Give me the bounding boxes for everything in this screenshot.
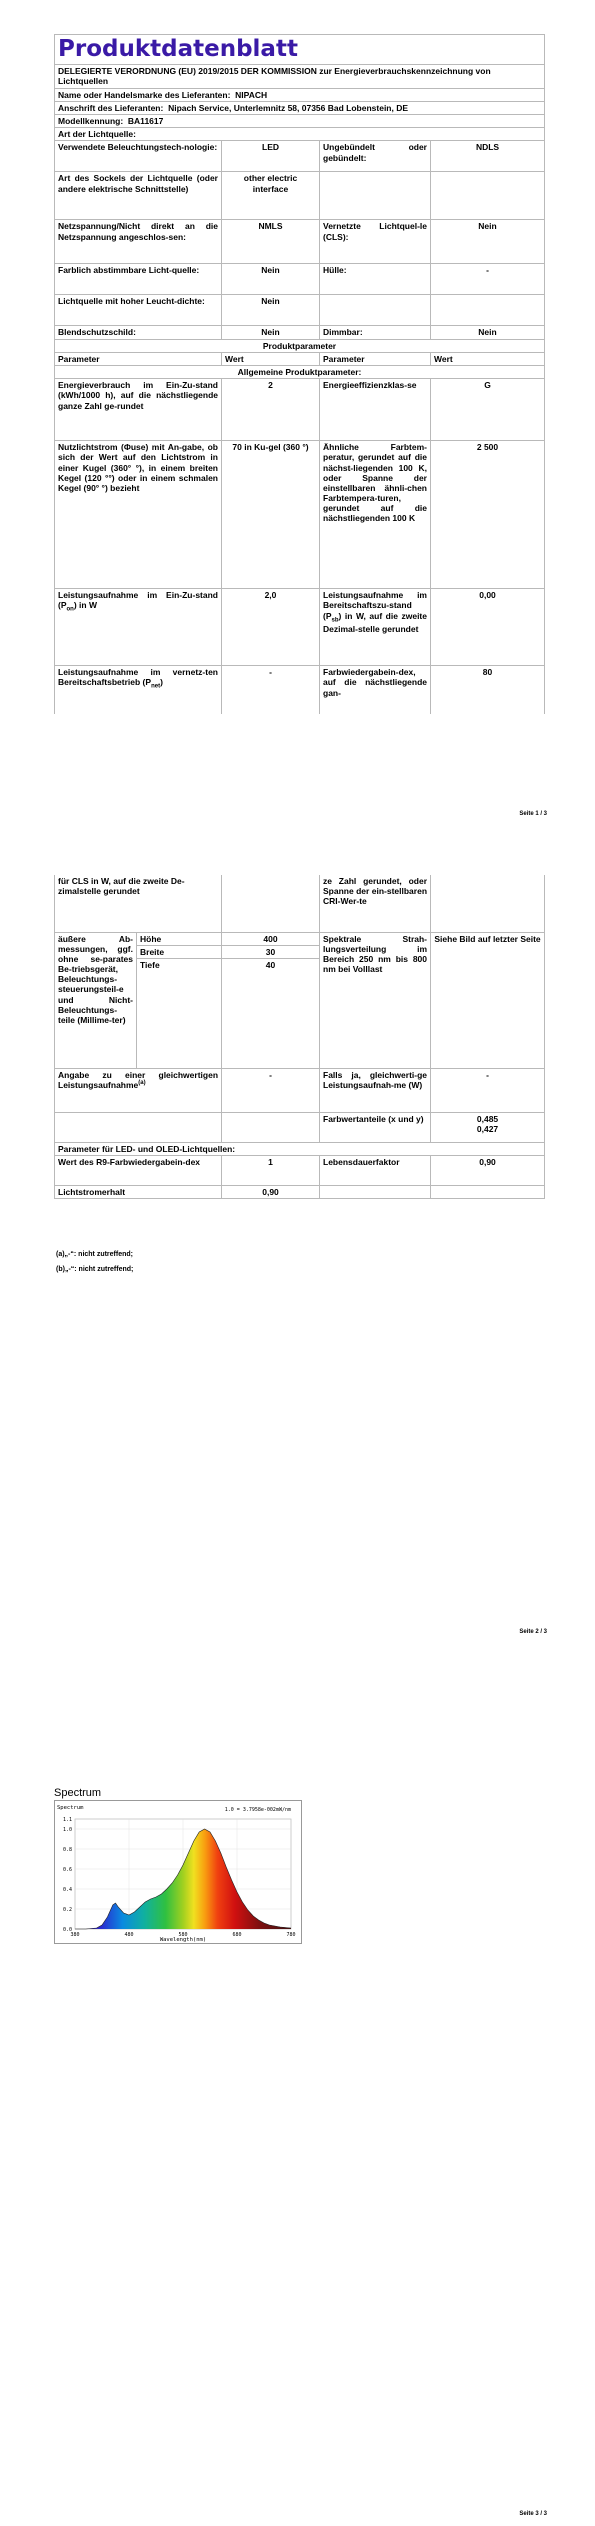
- efficiency-class-value: G: [431, 379, 545, 441]
- legend-text: 1.0 = 3.7958e-002mW/nm: [224, 1807, 291, 1813]
- dim-name: Tiefe: [137, 958, 222, 971]
- type-row-label: Netzspannung/Nicht direkt an die Netzspannung angeschlos-sen:: [55, 220, 222, 264]
- cct-value: 2 500: [431, 441, 545, 589]
- type-row-label: Farblich abstimmbare Licht-quelle:: [55, 264, 222, 295]
- power-on-value: 2,0: [222, 589, 320, 666]
- type-row-value: Nein: [222, 295, 320, 326]
- power-net-sub: net: [151, 684, 161, 691]
- y-tick-label: 0.6: [62, 1866, 72, 1873]
- type-row-label: Dimmbar:: [320, 326, 431, 339]
- spectral-value: Siehe Bild auf letzter Seite: [431, 932, 545, 1068]
- power-on-label: [55, 589, 222, 666]
- r9-label: Wert des R9-Farbwiedergabein-dex: [55, 1156, 222, 1186]
- energy-value: 2: [222, 379, 320, 441]
- equivalent-text: Angabe zu einer gleichwertigen Leistungsaufnahme: [58, 1069, 219, 1091]
- power-on-sub: on: [66, 607, 74, 614]
- type-row-value: Nein: [431, 326, 545, 339]
- standby-text: Leistungsaufnahme im Bereitschaftszu-stand (P: [323, 590, 427, 621]
- type-row-value: Nein: [222, 264, 320, 295]
- supplier-address-row: [55, 101, 545, 114]
- model-row: [55, 115, 545, 128]
- y-tick-label: 0.8: [62, 1846, 72, 1853]
- efficiency-class-label: Energieeffizienzklas-se: [320, 379, 431, 441]
- power-net-text: Leistungsaufnahme im vernetz-ten Bereitschaftsbetrieb (P: [58, 667, 218, 688]
- y-tick-label: 1.0: [62, 1826, 72, 1833]
- type-row-value: NDLS: [431, 141, 545, 172]
- energy-label: Energieverbrauch im Ein-Zu-stand (kWh/1000 h), auf die nächstliegende ganze Zahl ge-rundet: [55, 379, 222, 441]
- spectrum-heading: Spectrum: [54, 1787, 102, 1799]
- lifetime-factor-label: Lebensdauerfaktor: [320, 1156, 431, 1186]
- maintenance-value: 0,90: [222, 1186, 320, 1199]
- y-tick-label: 0.0: [62, 1926, 72, 1933]
- standby-value: 0,00: [431, 589, 545, 666]
- standby-label: [320, 589, 431, 666]
- cri-label-cont: ze Zahl gerundet, oder Spanne der ein-stellbaren CRI-Wer-te: [320, 875, 431, 932]
- empty-cell: [55, 1112, 222, 1142]
- power-on-text: Leistungsaufnahme im Ein-Zu-stand (P: [58, 590, 218, 611]
- equivalent-power-value: -: [431, 1068, 545, 1112]
- supplier-name-label: Name oder Handelsmarke des Lieferanten:: [58, 89, 231, 100]
- empty-cell: [320, 1186, 431, 1199]
- type-row-label: Blendschutzschild:: [55, 326, 222, 339]
- datasheet-table-page2: [54, 875, 545, 1199]
- y-tick-label: 1.1: [62, 1816, 72, 1823]
- supplier-name-row: [55, 88, 545, 101]
- type-row-label: Art des Sockels der Lichtquelle (oder andere elektrische Schnittstelle): [55, 172, 222, 220]
- type-row-value: [431, 295, 545, 326]
- page-3: [0, 1740, 595, 2526]
- cri-value: 80: [431, 666, 545, 714]
- power-net-value: -: [222, 666, 320, 714]
- x-tick-label: 380: [70, 1932, 80, 1938]
- page-title: Produktdatenblatt: [55, 35, 545, 65]
- type-row-value: LED: [222, 141, 320, 172]
- spectrum-svg: [55, 1801, 301, 1943]
- power-net-text-end: ): [160, 677, 163, 688]
- chromaticity-y: 0,427: [476, 1124, 499, 1135]
- power-on-text-end: ) in W: [73, 600, 97, 611]
- dimensions-label: äußere Ab-messungen, ggf. ohne se-parates Be-triebsgerät, Beleuchtungs-steuerungsteil-e und Nicht-Beleuchtungs-teile (Millime-ter): [55, 932, 137, 1068]
- params-heading: Produktparameter: [55, 339, 545, 352]
- standby-sub: sb: [331, 617, 339, 624]
- model-value: BA11617: [127, 116, 164, 127]
- footnote: (a)„-“: nicht zutreffend;: [56, 1251, 133, 1258]
- y-tick-label: 0.2: [62, 1906, 72, 1913]
- type-row-value: [431, 172, 545, 220]
- type-row-label: Verwendete Beleuchtungstech-nologie:: [55, 141, 222, 172]
- equivalent-label: [55, 1068, 222, 1112]
- spectrum-chart: [54, 1800, 302, 1944]
- dim-name: Breite: [137, 945, 222, 958]
- col-header-param: Parameter: [55, 352, 222, 365]
- col-header-param: Parameter: [320, 352, 431, 365]
- power-net-label-cont: für CLS in W, auf die zweite De-zimalstelle gerundet: [55, 875, 222, 932]
- type-row-label: Lichtquelle mit hoher Leucht-dichte:: [55, 295, 222, 326]
- spectral-label: Spektrale Strah-lungsverteilung im Bereich 250 nm bis 800 nm bei Volllast: [320, 932, 431, 1068]
- x-tick-label: 680: [232, 1932, 242, 1938]
- x-axis-label: Wavelength(nm): [159, 1937, 207, 1943]
- supplier-name-value: NIPACH: [235, 89, 268, 100]
- power-net-label: [55, 666, 222, 714]
- type-row-value: NMLS: [222, 220, 320, 264]
- equivalent-value: -: [222, 1068, 320, 1112]
- type-row-label: Ungebündelt oder gebündelt:: [320, 141, 431, 172]
- type-row-value: -: [431, 264, 545, 295]
- page-2: [0, 875, 595, 1655]
- col-header-value: Wert: [222, 352, 320, 365]
- flux-label: Nutzlichtstrom (Φuse) mit An-gabe, ob sich der Wert auf den Lichtstrom in einer Kugel (360° °), in einem breiten Kegel (120 °°) oder in einem schmalen Kegel (90° °) bezieht: [55, 441, 222, 589]
- dim-name: Höhe: [137, 932, 222, 945]
- cri-label: Farbwiedergabein-dex, auf die nächstliegende gan-: [320, 666, 431, 714]
- model-label: Modellkennung:: [58, 116, 124, 127]
- datasheet-table-page1: [54, 34, 545, 714]
- type-row-label: Hülle:: [320, 264, 431, 295]
- type-row-value: Nein: [222, 326, 320, 339]
- dim-value: 40: [222, 958, 320, 971]
- equivalent-sup: (a): [138, 1080, 146, 1087]
- footnote: (b)„-“: nicht zutreffend;: [56, 1266, 134, 1273]
- general-heading: Allgemeine Produktparameter:: [55, 365, 545, 378]
- regulation-text: DELEGIERTE VERORDNUNG (EU) 2019/2015 DER KOMMISSION zur Energieverbrauchskennzeichnung von Lichtquellen: [55, 65, 545, 88]
- page-number: Seite 3 / 3: [519, 2511, 547, 2517]
- col-header-value: Wert: [431, 352, 545, 365]
- dim-value: 400: [222, 932, 320, 945]
- type-row-value: Nein: [431, 220, 545, 264]
- lifetime-factor-value: 0,90: [431, 1156, 545, 1186]
- y-axis-label: Spectrum: [57, 1805, 84, 1811]
- x-tick-label: 480: [124, 1932, 134, 1938]
- r9-value: 1: [222, 1156, 320, 1186]
- lightsource-type-heading: Art der Lichtquelle:: [55, 128, 545, 141]
- dim-empty: [137, 971, 222, 1068]
- equivalent-power-label: Falls ja, gleichwerti-ge Leistungsaufnah-me (W): [320, 1068, 431, 1112]
- page-1: [0, 0, 595, 820]
- chromaticity-value: [431, 1112, 545, 1142]
- empty-cell: [431, 1186, 545, 1199]
- standby-text-end: ) in W, auf die zweite Dezimal-stelle gerundet: [323, 610, 427, 635]
- cri-value-cont: [431, 875, 545, 932]
- led-heading: Parameter für LED- und OLED-Lichtquellen:: [55, 1142, 545, 1155]
- chromaticity-label: Farbwertanteile (x und y): [320, 1112, 431, 1142]
- type-row-value: other electric interface: [222, 172, 320, 220]
- chromaticity-x: 0,485: [476, 1113, 499, 1124]
- supplier-address-label: Anschrift des Lieferanten:: [58, 102, 164, 113]
- supplier-address-value: Nipach Service, Unterlemnitz 58, 07356 Bad Lobenstein, DE: [168, 102, 409, 113]
- cct-label: Ähnliche Farbtem-peratur, gerundet auf die nächst-liegenden 100 K, oder Spanne der einstellbaren ähnli-chen Farbtempera-turen, gerundet auf die nächstliegenden 100 K: [320, 441, 431, 589]
- power-net-value-cont: [222, 875, 320, 932]
- empty-cell: [222, 1112, 320, 1142]
- page-number: Seite 2 / 3: [519, 1629, 547, 1635]
- type-row-label: Vernetzte Lichtquel-le (CLS):: [320, 220, 431, 264]
- dim-empty: [222, 971, 320, 1068]
- x-tick-label: 580: [178, 1932, 188, 1938]
- maintenance-label: Lichtstromerhalt: [55, 1186, 222, 1199]
- type-row-label: [320, 295, 431, 326]
- page-number: Seite 1 / 3: [519, 811, 547, 817]
- y-tick-label: 0.4: [62, 1886, 72, 1893]
- flux-value: 70 in Ku-gel (360 °): [222, 441, 320, 589]
- type-row-label: [320, 172, 431, 220]
- x-tick-label: 780: [286, 1932, 296, 1938]
- dim-value: 30: [222, 945, 320, 958]
